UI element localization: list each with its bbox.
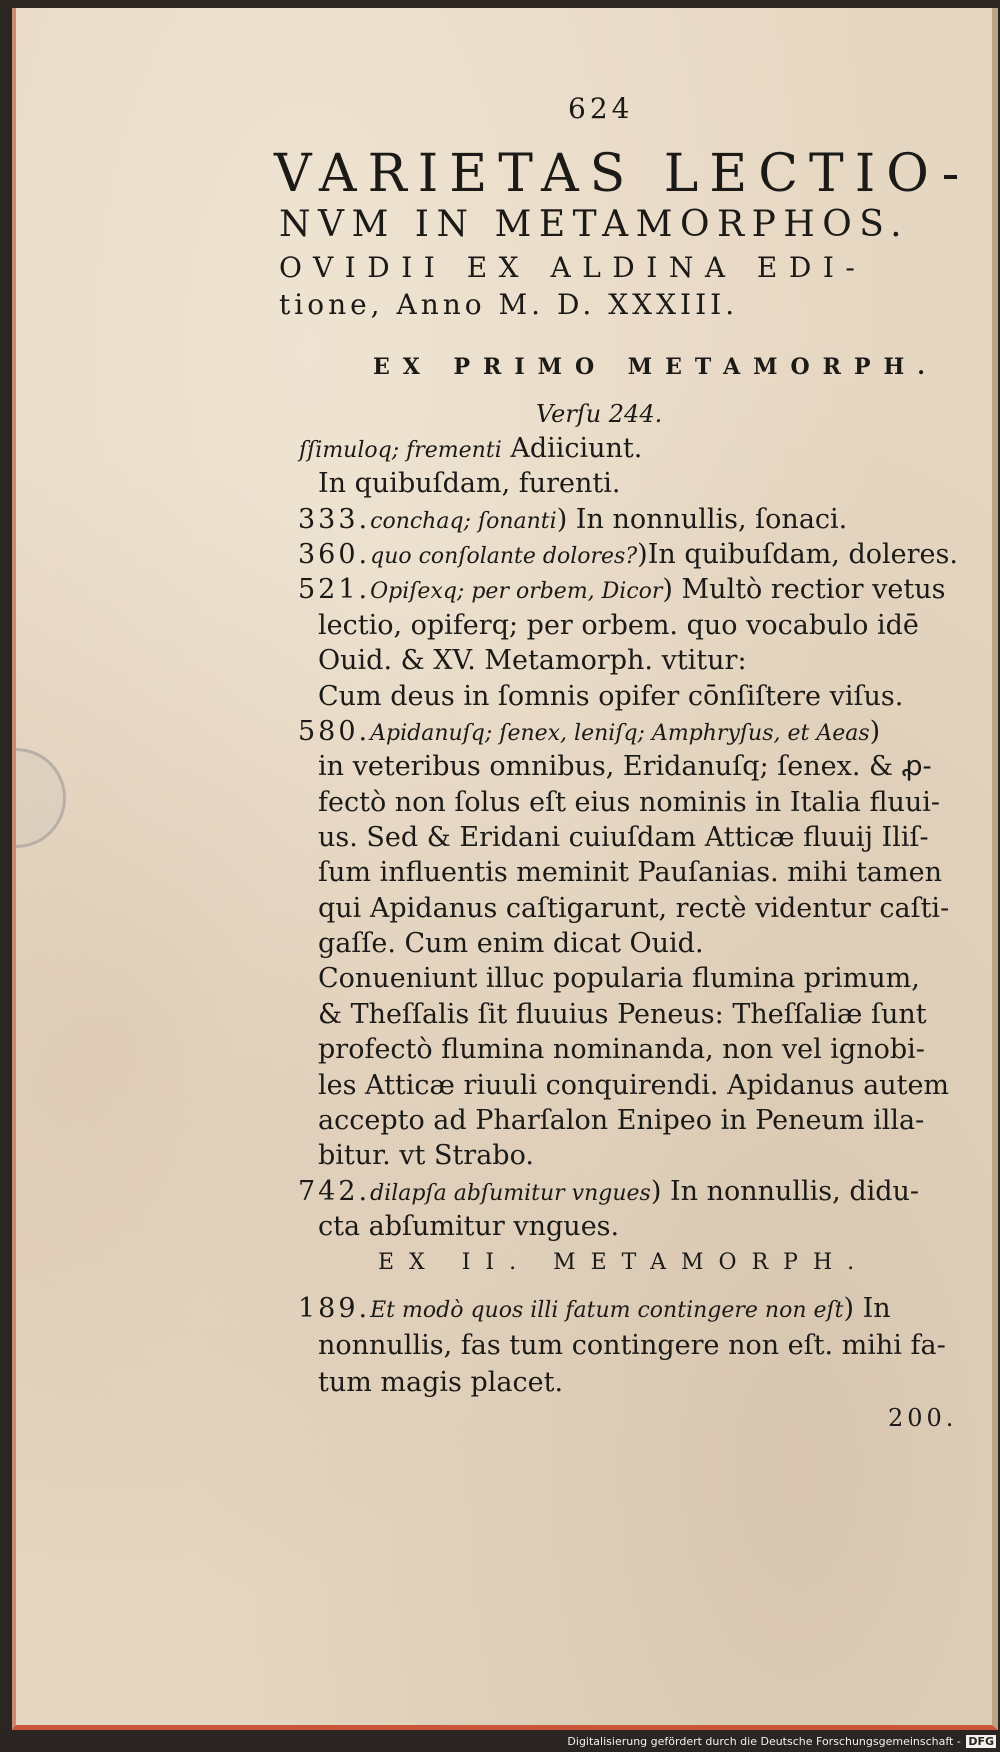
line-text: profectò flumina nominanda, non vel ignobi-	[318, 1034, 925, 1066]
verse-number: 742.	[298, 1175, 371, 1207]
lemma: Et modò quos illi fatum contingere non eſt	[370, 1298, 844, 1323]
line-text: Cum deus in ſomnis opifer cōnſiſtere viſus.	[318, 680, 904, 712]
line-text: In quibuſdam, furenti.	[318, 468, 621, 500]
versu-label: Verſu 244.	[536, 400, 663, 428]
text-line	[318, 998, 927, 1030]
line-text: Adiiciunt.	[501, 433, 643, 464]
lemma: ſſimuloq; frementi	[299, 438, 502, 463]
footer-credit	[567, 1735, 996, 1748]
verse-number: 580.	[298, 715, 371, 747]
line-text: qui Apidanus caſtigarunt, rectè videntur caſti-	[318, 892, 950, 924]
text-line	[318, 680, 904, 712]
line-text: us. Sed & Eridani cuiuſdam Atticæ fluuij Iliſ-	[318, 822, 929, 853]
text-line	[298, 539, 958, 571]
line-text: fectò non ſolus eſt eius nominis in Italia fluui-	[318, 786, 941, 818]
page-number: 624	[568, 92, 634, 125]
text-line	[318, 609, 919, 641]
text-line	[318, 1332, 946, 1359]
footer-text: Digitalisierung gefördert durch die Deutsche Forschungsgemeinschaft -	[567, 1735, 961, 1748]
text-line	[318, 857, 942, 889]
text-line	[318, 824, 929, 851]
line-text: tum magis placet.	[318, 1367, 564, 1398]
title-line-1: VARIETAS LECTIO-	[274, 144, 971, 204]
title-line-4: tione, Anno M. D. XXXIII.	[279, 288, 739, 321]
line-text: bitur. vt Strabo.	[318, 1140, 534, 1172]
text-line	[318, 928, 704, 960]
lemma: Apidanuſq; ſenex, leniſq; Amphryſus, et Aeas	[370, 720, 870, 746]
lemma: Opiſexq; per orbem, Dicor	[370, 579, 663, 605]
text-line	[318, 1034, 925, 1066]
text-line	[318, 1069, 950, 1101]
line-text: cta abſumitur vngues.	[318, 1211, 620, 1242]
line-text: )	[869, 715, 881, 747]
line-text: nonnullis, fas tum contingere non eſt. mihi fa-	[318, 1330, 946, 1361]
catchword: 200.	[888, 1404, 958, 1432]
text-line	[318, 892, 950, 924]
text-line	[298, 574, 946, 606]
text-line	[318, 1369, 563, 1396]
line-text: Ouid. & XV. Metamorph. vtitur:	[318, 645, 747, 677]
text-line	[318, 751, 932, 783]
line-text: & Theſſalis ſit fluuius Peneus: Theſſaliæ ſunt	[318, 998, 927, 1030]
line-text: ſum influentis meminit Pauſanias. mihi tamen	[318, 857, 942, 889]
line-text: ) Multò rectior vetus	[662, 574, 946, 606]
text-line	[298, 1175, 920, 1207]
line-text: )In quibuſdam, doleres.	[637, 539, 958, 571]
section-heading-1: EX PRIMO METAMORPH.	[373, 354, 938, 380]
line-text: in veteribus omnibus, Eridanuſq; ſenex. & ꝓ-	[318, 751, 932, 783]
line-text: Conueniunt illuc popularia flumina primum,	[318, 963, 920, 995]
lemma: quo conſolante dolores?	[370, 544, 638, 570]
lemma: conchaq; ſonanti	[370, 508, 557, 534]
verse-number: 521.	[298, 574, 371, 606]
verse-number: 360.	[298, 539, 371, 571]
text-line	[318, 1140, 534, 1172]
line-text: gaſſe. Cum enim dicat Ouid.	[318, 928, 704, 960]
text-line	[299, 435, 642, 462]
text-line	[318, 468, 621, 500]
line-text: lectio, opiferq; per orbem. quo vocabulo idē	[318, 609, 919, 641]
text-line	[318, 963, 920, 995]
line-text: ) In	[843, 1293, 891, 1324]
dfg-logo: DFG	[968, 1735, 994, 1748]
lemma: dilapſa abſumitur vngues	[370, 1180, 651, 1206]
text-line	[298, 715, 881, 747]
text-line	[318, 1104, 925, 1136]
line-text: accepto ad Pharſalon Enipeo in Peneum illa-	[318, 1104, 925, 1136]
line-text: ) In nonnullis, didu-	[650, 1175, 920, 1207]
line-text: ) In nonnullis, ſonaci.	[556, 503, 848, 535]
section-heading-2: EX II. METAMORPH.	[378, 1250, 870, 1275]
title-line-3: OVIDII EX ALDINA EDI-	[279, 251, 867, 284]
line-text: les Atticæ riuuli conquirendi. Apidanus autem	[318, 1069, 950, 1101]
verse-number: 333.	[298, 503, 371, 535]
text-line	[318, 1213, 619, 1240]
verse-number: 189.	[298, 1293, 371, 1324]
text-line	[318, 786, 941, 818]
text-line	[318, 645, 747, 677]
text-line	[298, 503, 848, 535]
text-line	[298, 1295, 891, 1322]
book-page	[12, 8, 998, 1730]
title-line-2: NVM IN METAMORPHOS.	[279, 204, 910, 245]
page-clip	[16, 748, 66, 848]
